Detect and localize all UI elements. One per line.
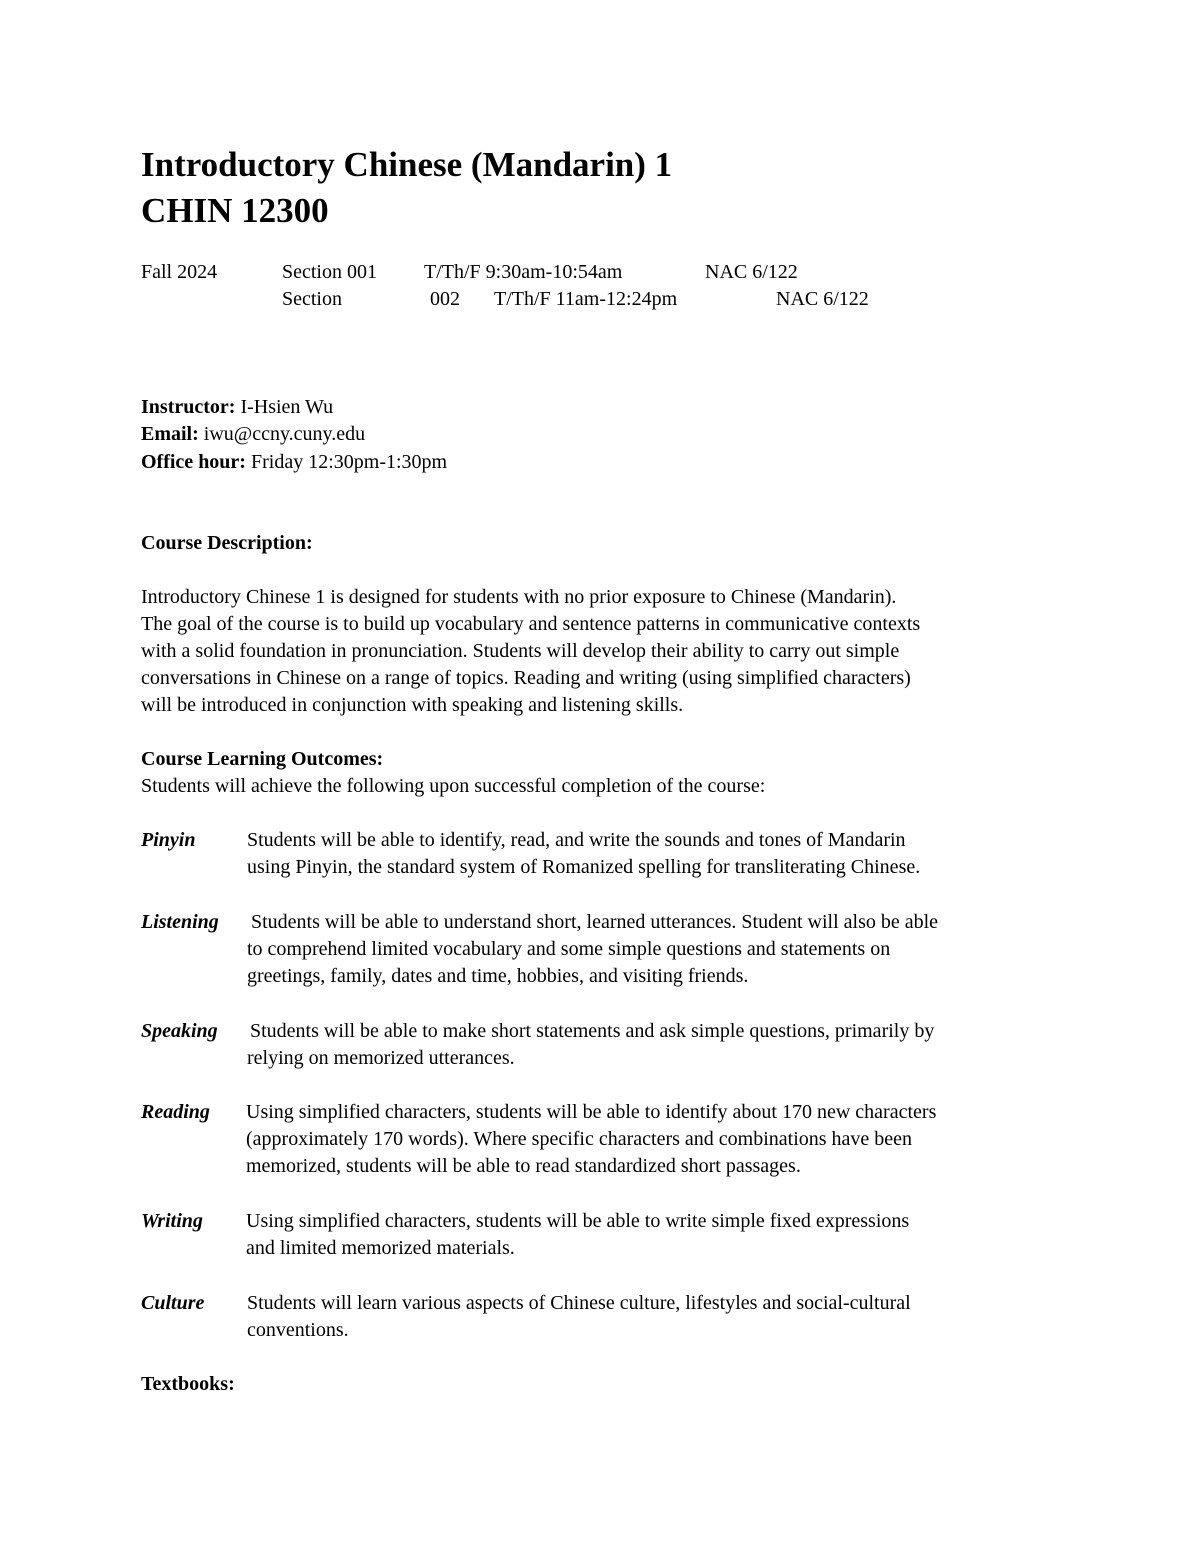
description-line: The goal of the course is to build up vocabulary and sentence patterns in communicative contexts [141,613,921,635]
outcome-text-speaking [245,1018,1095,1072]
description-line: will be introduced in conjunction with speaking and listening skills. [141,694,684,716]
outcome-text-writing [246,1208,1096,1262]
outcome-text-reading [246,1099,1096,1180]
outcome-line: (approximately 170 words). Where specific characters and combinations have been [246,1128,913,1150]
description-line: Introductory Chinese 1 is designed for students with no prior exposure to Chinese (Mandarin). [141,586,897,608]
section-002-label: Section [282,288,342,310]
outcome-label-pinyin: Pinyin [141,829,196,851]
course-title: Introductory Chinese (Mandarin) 1 [141,145,673,184]
email-label: Email: [141,423,199,445]
instructor-line [141,394,333,421]
section-001: Section 001 [282,261,377,283]
email-address[interactable]: iwu@ccny.cuny.edu [198,423,366,445]
section-001-room: NAC 6/122 [705,261,798,283]
description-line: with a solid foundation in pronunciation. Students will develop their ability to carry out simple [141,640,900,662]
course-description-heading: Course Description: [141,532,313,554]
instructor-label: Instructor: [141,396,236,418]
outcome-line: conventions. [247,1319,349,1341]
outcome-line: memorized, students will be able to read standardized short passages. [246,1155,801,1177]
outcome-label-speaking: Speaking [141,1020,218,1042]
email-line [141,421,365,448]
section-001-time: T/Th/F 9:30am-10:54am [424,261,623,283]
outcome-line: to comprehend limited vocabulary and some simple questions and statements on [247,938,891,960]
outcome-line: Using simplified characters, students will be able to identify about 170 new characters [246,1101,937,1123]
outcome-label-reading: Reading [141,1101,210,1123]
section-002-number: 002 [430,288,460,310]
textbooks-heading: Textbooks: [141,1373,235,1395]
outcome-line: relying on memorized utterances. [247,1047,515,1069]
outcome-line: Students will be able to understand short, learned utterances. Student will also be able [246,911,939,933]
office-hour-line [141,449,447,476]
instructor-name: I-Hsien Wu [235,396,334,418]
outcome-line: using Pinyin, the standard system of Romanized spelling for transliterating Chinese. [247,856,921,878]
outcome-line: Students will learn various aspects of Chinese culture, lifestyles and social-cultural [247,1292,911,1314]
section-002-room: NAC 6/122 [776,288,869,310]
description-line: conversations in Chinese on a range of topics. Reading and writing (using simplified characters) [141,667,911,689]
outcome-line: Students will be able to identify, read, and write the sounds and tones of Mandarin [247,829,906,851]
outcome-line: and limited memorized materials. [246,1237,515,1259]
term: Fall 2024 [141,261,218,283]
section-002-time: T/Th/F 11am-12:24pm [494,288,678,310]
course-code: CHIN 12300 [141,191,329,230]
outcome-line: Students will be able to make short statements and ask simple questions, primarily by [245,1020,935,1042]
outcome-text-listening [246,909,1096,990]
outcome-text-pinyin [247,827,1097,881]
outcome-text-culture [247,1290,1097,1344]
office-hour-value: Friday 12:30pm-1:30pm [245,451,448,473]
learning-outcomes-heading: Course Learning Outcomes: [141,748,384,770]
outcome-label-culture: Culture [141,1292,205,1314]
outcome-line: greetings, family, dates and time, hobbies, and visiting friends. [247,965,749,987]
course-description-paragraph [141,584,1101,719]
office-hour-label: Office hour: [141,451,246,473]
outcome-line: Using simplified characters, students will be able to write simple fixed expressions [246,1210,910,1232]
learning-outcomes-intro: Students will achieve the following upon successful completion of the course: [141,775,766,797]
outcome-label-listening: Listening [141,911,219,933]
outcome-label-writing: Writing [141,1210,203,1232]
